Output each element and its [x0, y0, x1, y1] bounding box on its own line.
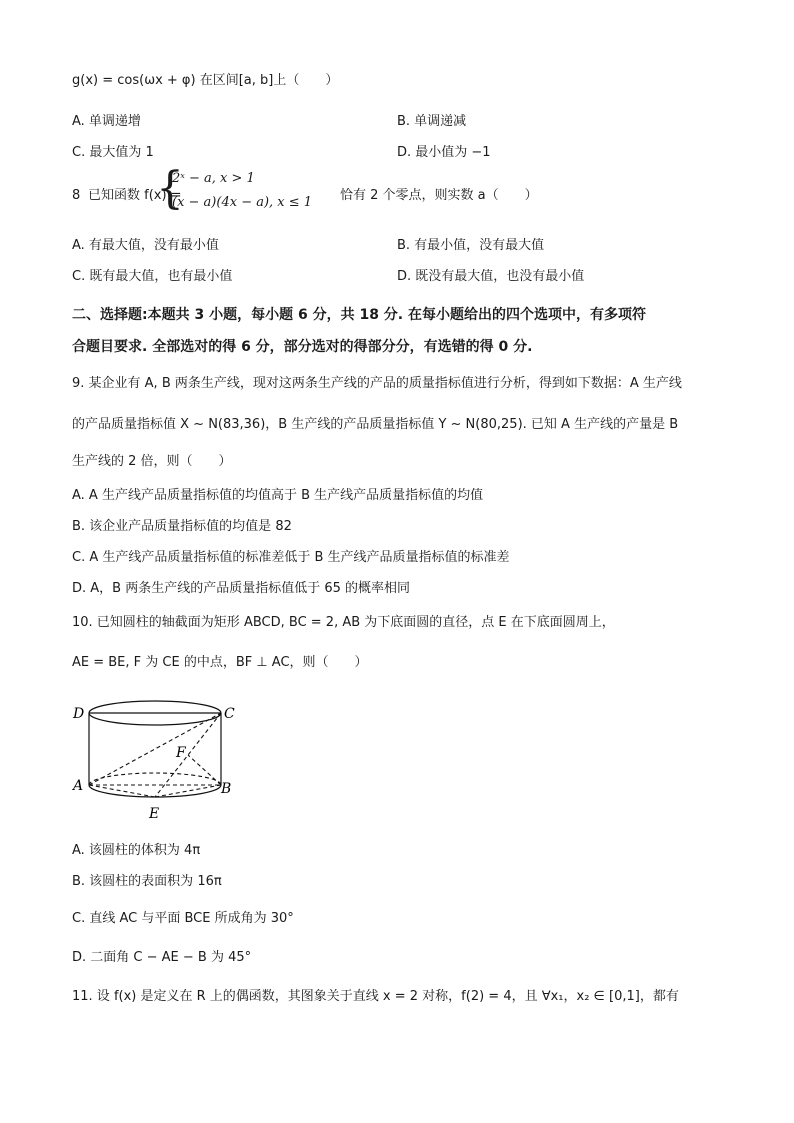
bottom-ellipse-front	[89, 785, 221, 797]
q9-option-b: B. 该企业产品质量指标值的均值是 82	[72, 519, 292, 534]
q7-option-b: B. 单调递减	[397, 114, 467, 129]
q8-option-b: B. 有最小值，没有最大值	[397, 238, 545, 253]
q7-tail-text: g(x) = cos(ωx + φ) 在区间[a, b]上（ ）	[72, 73, 339, 88]
section2-heading-line1: 二、选择题:本题共 3 小题，每小题 6 分，共 18 分. 在每小题给出的四个选项中，有多项符	[72, 307, 646, 323]
label-a: A	[73, 778, 84, 794]
q10-option-d: D. 二面角 C − AE − B 为 45°	[72, 950, 252, 965]
section2-heading-line2: 合题目要求. 全部选对的得 6 分，部分选对的得部分分，有选错的得 0 分.	[72, 339, 533, 355]
q9-line1: 9. 某企业有 A, B 两条生产线，现对这两条生产线的产品的质量指标值进行分析，得到如下数据：A 生产线	[72, 376, 682, 391]
q8-case-2: (x − a)(4x − a), x ≤ 1	[172, 195, 313, 210]
label-b: B	[221, 781, 232, 797]
q8-option-a: A. 有最大值，没有最小值	[72, 238, 219, 253]
q8-suffix: 恰有 2 个零点，则实数 a（ ）	[340, 188, 538, 203]
q11-line1: 11. 设 f(x) 是定义在 R 上的偶函数，其图象关于直线 x = 2 对称，f(2) = 4，且 ∀x₁，x₂ ∈ [0,1]，都有	[72, 989, 679, 1004]
q10-option-b: B. 该圆柱的表面积为 16π	[72, 874, 222, 889]
q10-line2: AE = BE, F 为 CE 的中点，BF ⊥ AC，则（ ）	[72, 655, 368, 670]
q9-option-a: A. A 生产线产品质量指标值的均值高于 B 生产线产品质量指标值的均值	[72, 488, 484, 503]
q7-option-a: A. 单调递增	[72, 114, 141, 129]
segment-bf	[188, 755, 221, 785]
q10-option-a: A. 该圆柱的体积为 4π	[72, 843, 201, 858]
q8-brace: {	[156, 163, 184, 214]
label-d: D	[73, 706, 85, 722]
label-c: C	[224, 706, 235, 722]
q9-option-d: D. A，B 两条生产线的产品质量指标值低于 65 的概率相同	[72, 581, 411, 596]
q9-line2: 的产品质量指标值 X ~ N(83,36)，B 生产线的产品质量指标值 Y ~ N(80,25). 已知 A 生产线的产量是 B	[72, 417, 679, 432]
q8-option-d: D. 既没有最大值，也没有最小值	[397, 269, 585, 284]
q8-case-1: 2ˣ − a, x > 1	[172, 171, 255, 186]
label-e: E	[149, 806, 160, 822]
q9-option-c: C. A 生产线产品质量指标值的标准差低于 B 生产线产品质量指标值的标准差	[72, 550, 510, 565]
q8-number: 8	[72, 188, 81, 203]
segment-ac	[89, 713, 221, 785]
q8-piecewise-function	[156, 163, 346, 217]
label-f: F	[176, 745, 186, 761]
q10-line1: 10. 已知圆柱的轴截面为矩形 ABCD, BC = 2, AB 为下底面圆的直径，点 E 在下底面圆周上，	[72, 615, 615, 630]
q8-prefix: 已知函数 f(x) =	[88, 188, 182, 203]
q7-option-d: D. 最小值为 −1	[397, 145, 491, 160]
q8-option-c: C. 既有最大值，也有最小值	[72, 269, 233, 284]
q9-line3: 生产线的 2 倍，则（ ）	[72, 454, 232, 469]
q7-option-c: C. 最大值为 1	[72, 145, 154, 160]
cylinder-figure	[70, 695, 245, 825]
q10-option-c: C. 直线 AC 与平面 BCE 所成角为 30°	[72, 911, 294, 926]
